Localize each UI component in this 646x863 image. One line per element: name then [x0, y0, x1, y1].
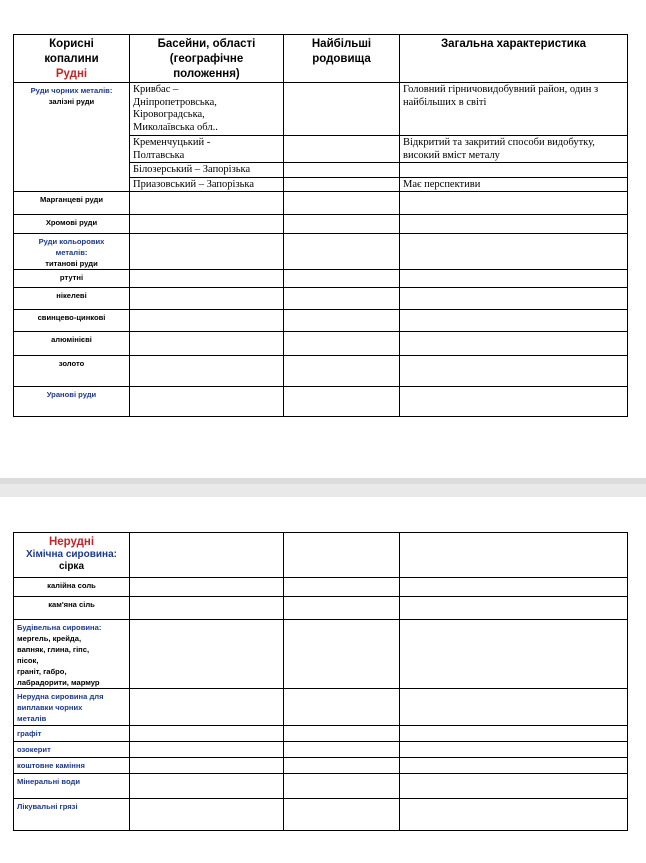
table-row [14, 533, 628, 578]
document-page-2 [0, 497, 646, 863]
basin-kremenchuk: Кременчуцький - Полтавська [130, 136, 284, 163]
building-raw-cell: Будівельна сировина: мергель, крейда, вапняк, глина, гіпс, пісок, граніт, габро, лабрадорити, мармур [14, 620, 130, 689]
deposit-cell [284, 136, 400, 163]
nonferrous-cell: Руди кольорових металів: титанові руди [14, 234, 130, 270]
ozokerite-cell: озокерит [14, 742, 130, 758]
nonmetallic-minerals-table [13, 532, 628, 831]
header-deposits: Найбільші родовища [284, 35, 400, 83]
description-cell [400, 163, 628, 178]
lead-zinc-cell: свинцево-цинкові [14, 310, 130, 332]
header-basins: Басейни, області (географічне положення) [130, 35, 284, 83]
table-row [14, 310, 628, 332]
header-row [14, 35, 628, 83]
deposit-cell [284, 163, 400, 178]
table-row [14, 288, 628, 310]
deposit-cell [284, 83, 400, 136]
table-row [14, 270, 628, 288]
flux-raw-cell: Нерудна сировина для виплавки чорних металів [14, 689, 130, 726]
deposit-cell [284, 177, 400, 192]
table-row [14, 356, 628, 387]
table-row [14, 215, 628, 234]
ore-minerals-table [13, 34, 628, 417]
table-row [14, 799, 628, 831]
table-row [14, 234, 628, 270]
table-row [14, 774, 628, 799]
nonmetallic-label: Нерудні [48, 536, 95, 548]
table-row [14, 726, 628, 742]
page-separator [0, 478, 646, 497]
table-row [14, 620, 628, 689]
nickel-cell: нікелеві [14, 288, 130, 310]
uranium-cell: Уранові руди [14, 387, 130, 417]
basin-bilozerskyi: Білозерський – Запорізька [130, 163, 284, 178]
description-cell: Головний гірничовидобувний район, один з найбільших в світі [400, 83, 628, 136]
medicinal-mud-cell: Лікувальні грязі [14, 799, 130, 831]
header-characteristics: Загальна характеристика [400, 35, 628, 83]
table-row [14, 597, 628, 620]
mineral-water-cell: Мінеральні води [14, 774, 130, 799]
rock-salt-cell: кам'яна сіль [14, 597, 130, 620]
gold-cell: золото [14, 356, 130, 387]
header-minerals: Корисні копалини Рудні [14, 35, 130, 83]
manganese-cell: Марганцеві руди [14, 192, 130, 215]
chemical-raw-cell: Нерудні Хімічна сировина: сірка [14, 533, 130, 578]
table-row [14, 758, 628, 774]
graphite-cell: графіт [14, 726, 130, 742]
table-row [14, 332, 628, 356]
aluminum-cell: алюмінієві [14, 332, 130, 356]
table-row [14, 742, 628, 758]
chromium-cell: Хромові руди [14, 215, 130, 234]
iron-ore-cell: Руди чорних металів: залізні руди [14, 83, 130, 192]
header-ore-label: Рудні [55, 68, 88, 80]
table-row [14, 578, 628, 597]
description-cell: Відкритий та закритий способи видобутку, високий вміст металу [400, 136, 628, 163]
potash-cell: калійна соль [14, 578, 130, 597]
basin-kryvbas: Кривбас – Дніпропетровська, Кіровоградська, Миколаївська обл.. [130, 83, 284, 136]
table-row [14, 83, 628, 136]
mercury-cell: ртутні [14, 270, 130, 288]
gems-cell: коштовне каміння [14, 758, 130, 774]
table-row [14, 387, 628, 417]
basin-pryazovskyi: Приазовський – Запорізька [130, 177, 284, 192]
description-cell: Має перспективи [400, 177, 628, 192]
table-row [14, 192, 628, 215]
table-row [14, 689, 628, 726]
